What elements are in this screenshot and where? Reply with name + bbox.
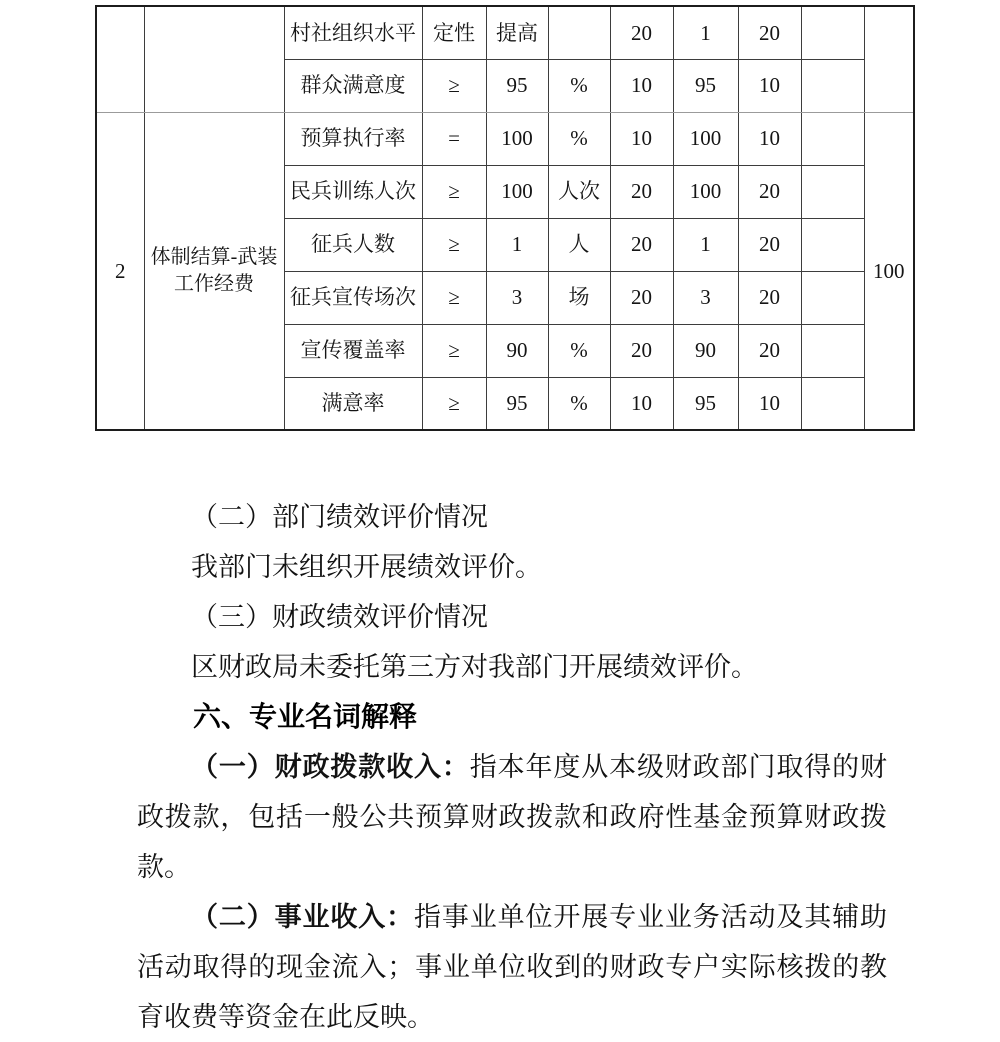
weight-cell: 10 (610, 377, 673, 430)
weight-cell: 20 (610, 6, 673, 59)
comparator-cell: ≥ (422, 218, 486, 271)
indicator-name-cell: 满意率 (284, 377, 422, 430)
blank-cell (801, 112, 864, 165)
actual-value-cell: 1 (673, 218, 738, 271)
term-definition: （一）财政拨款收入：指本年度从本级财政部门取得的财政拨款，包括一般公共预算财政拨款和政府性基金预算财政拨款。 (137, 752, 887, 882)
total-score-cell (864, 6, 914, 112)
term-label: （一）财政拨款收入： (191, 752, 470, 782)
score-cell: 20 (738, 6, 801, 59)
body-paragraph: 区财政局未委托第三方对我部门开展绩效评价。 (191, 652, 758, 682)
score-cell: 20 (738, 165, 801, 218)
performance-indicator-table (95, 5, 915, 431)
actual-value-cell: 1 (673, 6, 738, 59)
unit-cell: % (548, 59, 610, 112)
weight-cell: 10 (610, 112, 673, 165)
body-paragraph: 我部门未组织开展绩效评价。 (191, 552, 542, 582)
unit-cell (548, 6, 610, 59)
weight-cell: 20 (610, 324, 673, 377)
row-number-cell: 2 (96, 112, 144, 430)
score-cell: 20 (738, 218, 801, 271)
score-cell: 10 (738, 112, 801, 165)
actual-value-cell: 100 (673, 112, 738, 165)
comparator-cell: ≥ (422, 59, 486, 112)
unit-cell: 场 (548, 271, 610, 324)
term-definition: （二）事业收入：指事业单位开展专业业务活动及其辅助活动取得的现金流入；事业单位收到的财政专户实际核拨的教育收费等资金在此反映。 (137, 902, 887, 1032)
table-row (96, 112, 914, 165)
project-name-cell (144, 6, 284, 112)
unit-cell: 人 (548, 218, 610, 271)
indicator-name-cell: 民兵训练人次 (284, 165, 422, 218)
table-row (96, 6, 914, 59)
blank-cell (801, 324, 864, 377)
target-value-cell: 90 (486, 324, 548, 377)
target-value-cell: 100 (486, 165, 548, 218)
target-value-cell: 95 (486, 59, 548, 112)
total-score-cell: 100 (864, 112, 914, 430)
sub-heading: （三）财政绩效评价情况 (191, 602, 488, 632)
indicator-name-cell: 群众满意度 (284, 59, 422, 112)
unit-cell: 人次 (548, 165, 610, 218)
actual-value-cell: 3 (673, 271, 738, 324)
indicator-name-cell: 宣传覆盖率 (284, 324, 422, 377)
score-cell: 10 (738, 59, 801, 112)
comparator-cell: 定性 (422, 6, 486, 59)
indicator-name-cell: 征兵宣传场次 (284, 271, 422, 324)
project-name-cell: 体制结算-武装工作经费 (144, 112, 284, 430)
blank-cell (801, 271, 864, 324)
blank-cell (801, 6, 864, 59)
blank-cell (801, 59, 864, 112)
unit-cell: % (548, 377, 610, 430)
score-cell: 20 (738, 324, 801, 377)
target-value-cell: 1 (486, 218, 548, 271)
weight-cell: 20 (610, 271, 673, 324)
document-text-block (137, 492, 887, 1042)
sub-heading: （二）部门绩效评价情况 (191, 502, 488, 532)
unit-cell: % (548, 324, 610, 377)
actual-value-cell: 95 (673, 377, 738, 430)
table-body (96, 6, 914, 430)
actual-value-cell: 90 (673, 324, 738, 377)
comparator-cell: ≥ (422, 271, 486, 324)
comparator-cell: ≥ (422, 165, 486, 218)
indicator-name-cell: 预算执行率 (284, 112, 422, 165)
target-value-cell: 3 (486, 271, 548, 324)
row-number-cell (96, 6, 144, 112)
score-cell: 20 (738, 271, 801, 324)
target-value-cell: 95 (486, 377, 548, 430)
indicator-name-cell: 村社组织水平 (284, 6, 422, 59)
blank-cell (801, 165, 864, 218)
actual-value-cell: 100 (673, 165, 738, 218)
target-value-cell: 100 (486, 112, 548, 165)
weight-cell: 20 (610, 165, 673, 218)
term-label: （二）事业收入： (191, 902, 414, 932)
actual-value-cell: 95 (673, 59, 738, 112)
unit-cell: % (548, 112, 610, 165)
score-cell: 10 (738, 377, 801, 430)
comparator-cell: ≥ (422, 377, 486, 430)
comparator-cell: = (422, 112, 486, 165)
blank-cell (801, 218, 864, 271)
blank-cell (801, 377, 864, 430)
weight-cell: 20 (610, 218, 673, 271)
indicator-name-cell: 征兵人数 (284, 218, 422, 271)
comparator-cell: ≥ (422, 324, 486, 377)
target-value-cell: 提高 (486, 6, 548, 59)
weight-cell: 10 (610, 59, 673, 112)
section-heading: 六、专业名词解释 (193, 701, 418, 732)
